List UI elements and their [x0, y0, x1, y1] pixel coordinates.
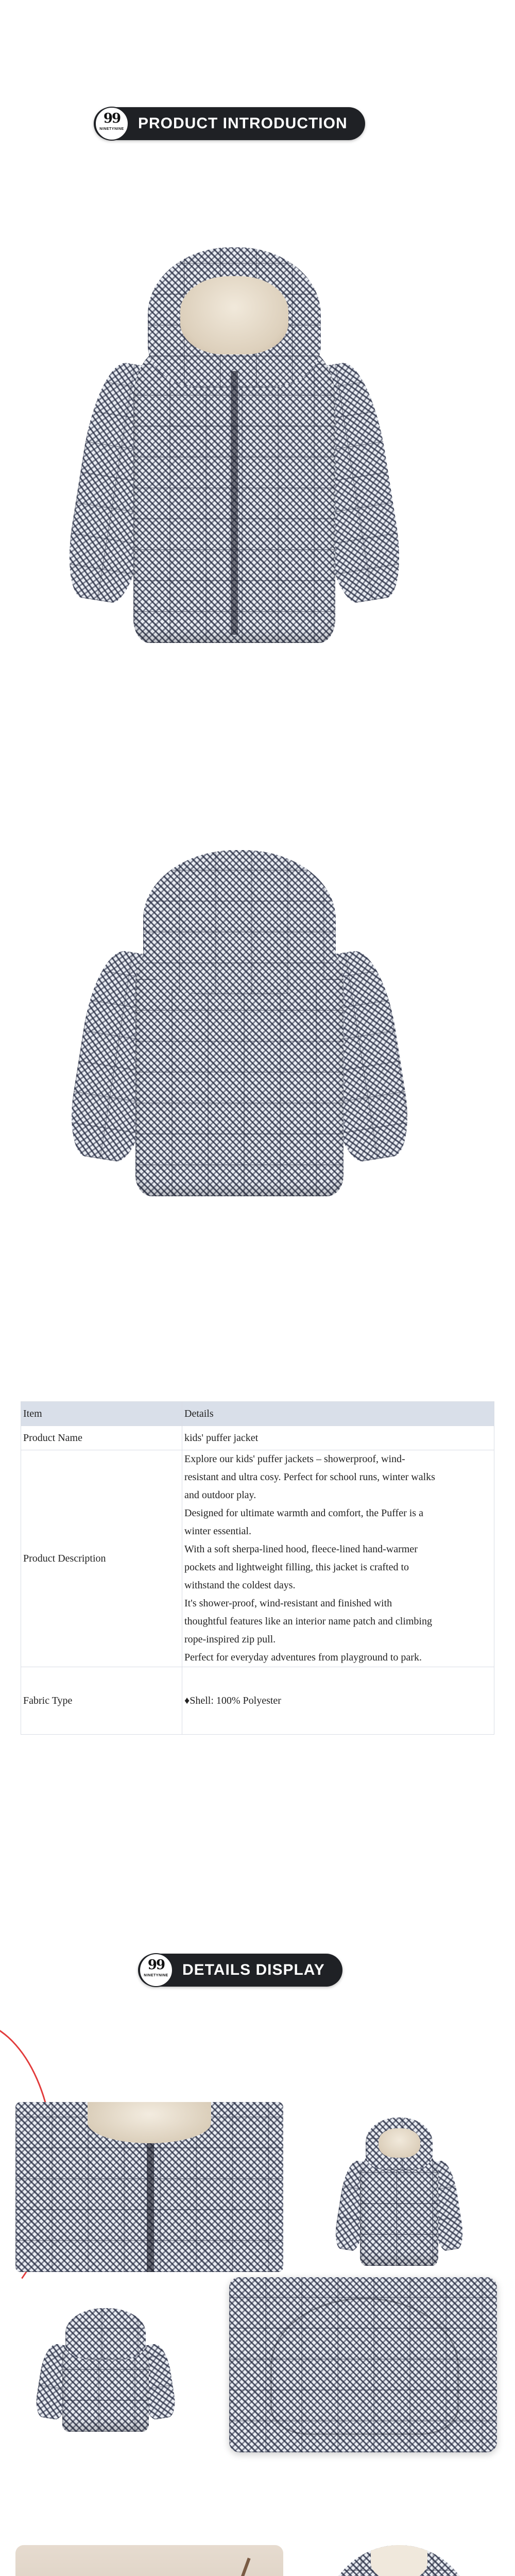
section-title: DETAILS DISPLAY: [182, 1961, 325, 1978]
section-title: PRODUCT INTRODUCTION: [138, 115, 348, 132]
table-row: Fabric Type ♦Shell: 100% Polyester: [21, 1667, 494, 1735]
product-description: Explore our kids' puffer jackets – showerproof, wind- resistant and ultra cosy. Perfect for school runs, winter walks and outdoor play. Designed for ultimate warmth and comfort, the Puffer is a winter essential. With a soft sherpa-lined hood, fleece-lined hand-warmer pockets and lightweight filling, this jacket is crafted to withstand the coldest days. It's shower-proof, wind-resistant and finished with thoughtful features like an interior name patch and climbing rope-inspired zip pull. Perfect for everyday adventures from playground to park.: [182, 1450, 494, 1667]
table-row: Product Description Explore our kids' puffer jackets – showerproof, wind- resistant and ultra cosy. Perfect for school runs, winter walks and outdoor play. Designed for ultimate warmth and comfort, the Puffer is a winter essential. With a soft sherpa-lined hood, fleece-lined hand-warmer pockets and lightweight filling, this jacket is crafted to withstand the coldest days. It's shower-proof, wind-resistant and finished with thoughtful features like an interior name patch and climbing rope-inspired zip pull. Perfect for everyday adventures from playground to park.: [21, 1450, 494, 1667]
product-spec-table: [21, 1401, 494, 1735]
jacket-back-image: [54, 850, 425, 1211]
brand-logo: 99 NINETYNINE: [139, 1953, 173, 1987]
brand-logo: 99 NINETYNINE: [95, 107, 129, 141]
jacket-front-image: [54, 247, 415, 659]
product-introduction-banner: [94, 107, 365, 140]
detail-jacket-back-small: [28, 2308, 183, 2437]
table-header-details: Details: [182, 1402, 494, 1426]
detail-jacket-front-small: [330, 2117, 469, 2272]
table-row: Product Name kids' puffer jacket: [21, 1426, 494, 1450]
table-header-item: Item: [21, 1402, 182, 1426]
detail-photo-collar: [15, 2102, 283, 2272]
detail-photo-hood-close: [324, 2545, 474, 2576]
details-display-banner: [138, 1954, 342, 1987]
detail-photo-hood-back: [229, 2277, 497, 2452]
detail-photo-hanging-jacket: [15, 2545, 283, 2576]
